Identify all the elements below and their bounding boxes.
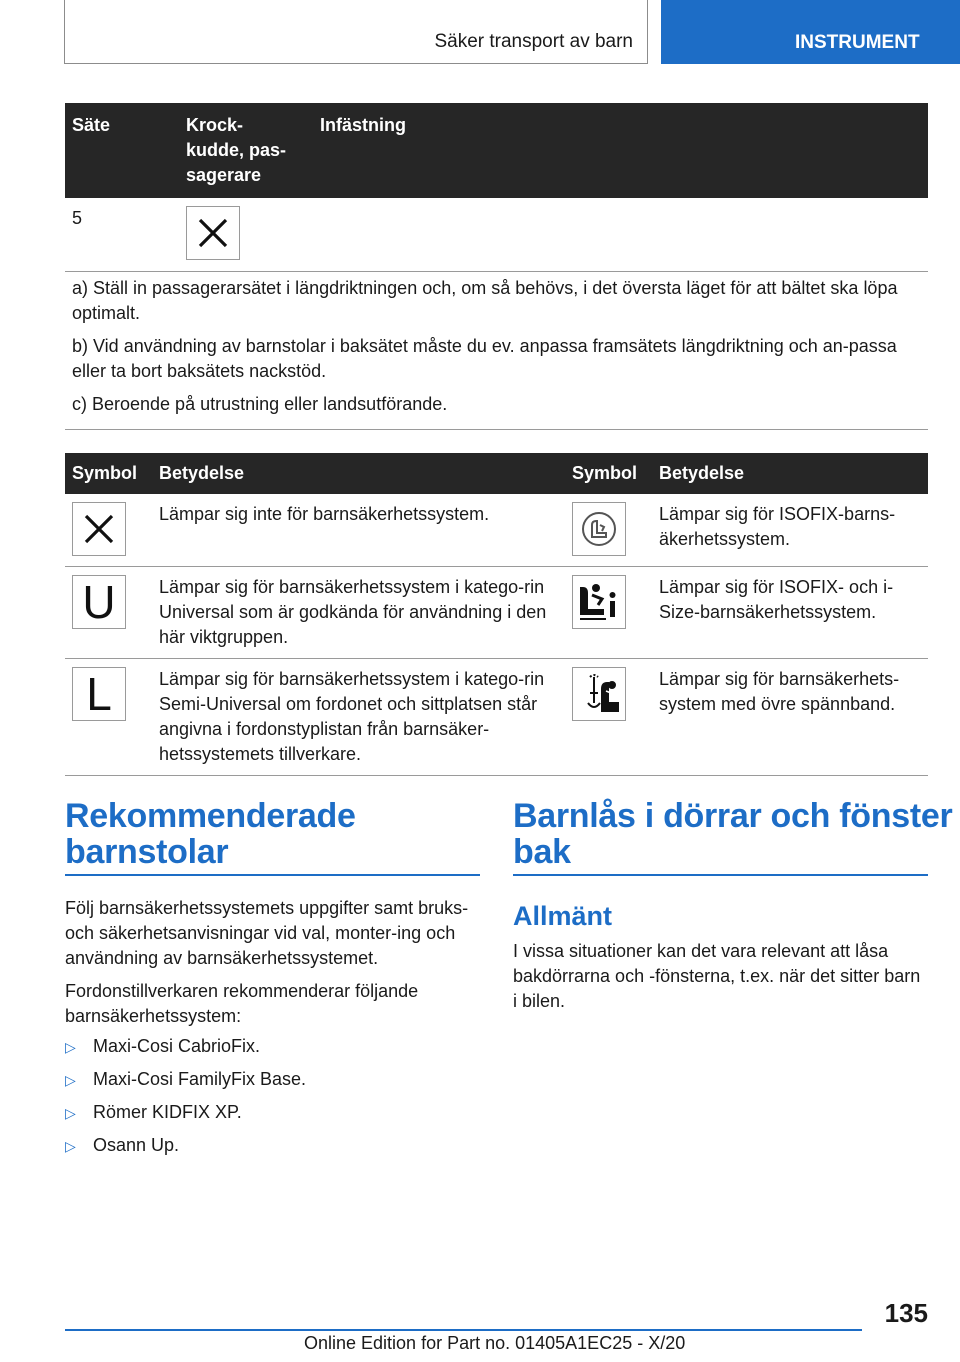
footer-rule <box>65 1329 862 1331</box>
seat-number: 5 <box>65 198 179 272</box>
top-tether-icon <box>572 667 626 721</box>
edition-footer[interactable]: Online Edition for Part no. 01405A1EC25 - X/20 <box>304 1333 686 1353</box>
table-row <box>65 494 928 567</box>
cross-icon <box>186 206 240 260</box>
childlock-subheading: Allmänt <box>513 901 613 931</box>
header-chapter-box[interactable] <box>661 0 960 64</box>
symbol-table <box>65 453 928 776</box>
note-c: c) Beroende på utrustning eller landsutförande. <box>72 394 448 414</box>
meaning-text: Lämpar sig för barnsäkerhetssystem i katego-rin Semi-Universal om fordonet och sittplatsen står angivna i fordonstyplistan från barnsäker-hetssystemets tillverkare. <box>152 659 565 776</box>
childlock-rule <box>513 874 928 876</box>
airbag-cell <box>179 198 313 272</box>
chapter-title[interactable]: INSTRUMENT <box>795 32 920 53</box>
list-item: ▷ Osann Up. <box>65 1133 475 1159</box>
recommended-paragraph-1: Följ barnsäkerhetssystemets uppgifter samt bruks- och säkerhetsanvisningar vid val, monter-ing och användning av barnsäkerhetssystemet. <box>65 898 469 968</box>
recommended-heading: Rekommenderade barnstolar <box>65 797 356 871</box>
recommended-paragraph-2: Fordonstillverkaren rekommenderar följande barnsäkerhetssystem: <box>65 981 419 1026</box>
isofix-seat-icon <box>572 502 626 556</box>
footnotes <box>65 268 928 430</box>
header-mounting: Infästning <box>313 103 928 198</box>
note-a: a) Ställ in passagerarsätet i längdriktningen och, om så behövs, i det översta läget för att bältet ska löpa optimalt. <box>72 278 898 323</box>
table-row <box>65 198 928 272</box>
recommended-rule <box>65 874 480 876</box>
isofix-i-size-icon <box>572 575 626 629</box>
header-meaning-right: Betydelse <box>652 453 928 494</box>
meaning-text: Lämpar sig för ISOFIX-barns-äkerhetssystem. <box>652 494 928 567</box>
note-b: b) Vid användning av barnstolar i baksätet måste du ev. anpassa framsätets längdriktning och an-passa eller ta bort baksätets nackstöd. <box>72 336 897 381</box>
bullet-triangle-icon: ▷ <box>65 1105 76 1121</box>
semi-universal-l-icon: L <box>72 667 126 721</box>
header-symbol-left: Symbol <box>65 453 152 494</box>
bullet-triangle-icon: ▷ <box>65 1138 76 1154</box>
list-item: ▷ Maxi-Cosi CabrioFix. <box>65 1034 475 1060</box>
header-airbag: Krock- kudde, pas- sagerare <box>179 103 313 198</box>
meaning-text: Lämpar sig inte för barnsäkerhetssystem. <box>152 494 565 567</box>
header-section-box <box>64 0 648 64</box>
cross-icon <box>72 502 126 556</box>
header-symbol-right: Symbol <box>565 453 652 494</box>
symbol-table-header <box>65 453 928 494</box>
list-item: ▷ Römer KIDFIX XP. <box>65 1100 475 1126</box>
meaning-text: Lämpar sig för barnsäkerhets-system med övre spännband. <box>652 659 928 776</box>
universal-u-icon: U <box>72 575 126 629</box>
table-row <box>65 659 928 776</box>
header-seat: Säte <box>65 103 179 198</box>
bullet-triangle-icon: ▷ <box>65 1072 76 1088</box>
recommended-list <box>65 1034 475 1166</box>
meaning-text: Lämpar sig för barnsäkerhetssystem i katego-rin Universal som är godkända för användning i den här viktgruppen. <box>152 567 565 659</box>
seat-table-header <box>65 103 928 198</box>
mounting-cell <box>313 198 928 272</box>
bullet-triangle-icon: ▷ <box>65 1039 76 1055</box>
section-title: Säker transport av barn <box>434 31 633 52</box>
childlock-heading: Barnlås i dörrar och fönster bak <box>513 797 953 871</box>
childlock-paragraph: I vissa situationer kan det vara relevant att låsa bakdörrarna och -fönsterna, t.ex. när det sitter barn i bilen. <box>513 941 921 1011</box>
seat-table <box>65 103 928 272</box>
meaning-text: Lämpar sig för ISOFIX- och i-Size-barnsäkerhetssystem. <box>652 567 928 659</box>
header-meaning-left: Betydelse <box>152 453 565 494</box>
page-number: 135 <box>884 1298 928 1328</box>
list-item: ▷ Maxi-Cosi FamilyFix Base. <box>65 1067 475 1093</box>
table-row <box>65 567 928 659</box>
